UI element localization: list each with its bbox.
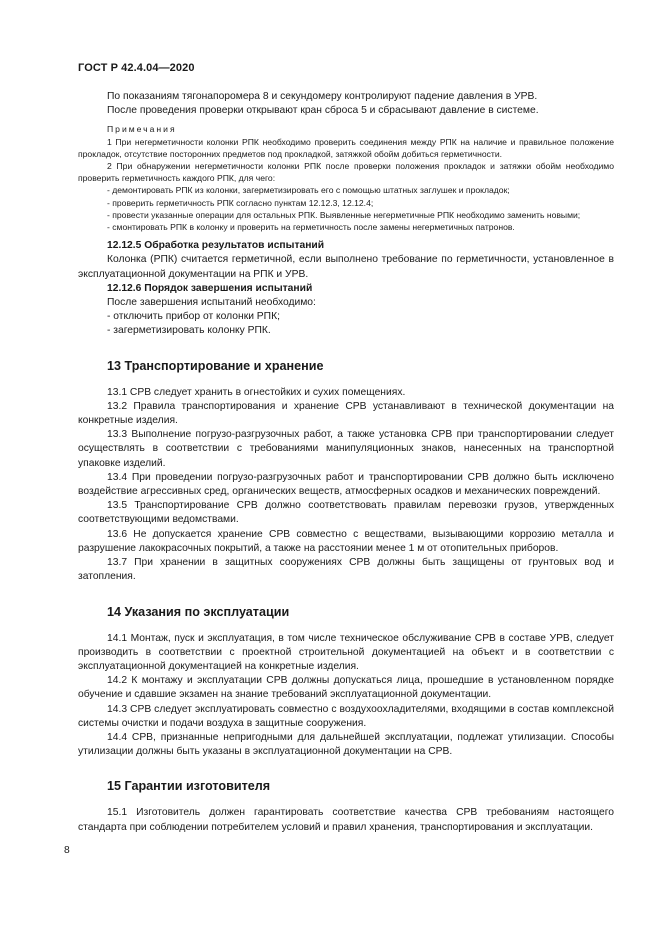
intro-paragraph-1: По показаниям тягонапоромера 8 и секундомеру контролируют падение давления в УРВ. [107, 91, 538, 102]
paragraph-12-12-5: Колонка (РПК) считается герметичной, если выполнено требование по герметичности, установленное в эксплуатационной документации на РПК и УРВ. [78, 254, 614, 280]
document-header: ГОСТ Р 42.4.04—2020 [78, 62, 195, 74]
paragraph-15-1: 15.1 Изготовитель должен гарантировать соответствие качества СРВ требованиям настоящего стандарта при соблюдении потребителем условий и правил хранения, транспортирования и эксплуатации. [78, 807, 614, 833]
note-list-item: - провести указанные операции для остальных РПК. Выявленные негерметичные РПК необходимо заменить новыми; [107, 209, 581, 220]
paragraph-13-6: 13.6 Не допускается хранение СРВ совместно с веществами, вызывающими коррозию металла и разрушение лакокрасочных покрытий, а также на расстоянии менее 1 м от отопительных приборов. [78, 528, 614, 554]
note-list-item: - проверить герметичность РПК согласно пунктам 12.12.3, 12.12.4; [107, 197, 374, 208]
paragraph-13-7: 13.7 При хранении в защитных сооружениях СРВ должны быть защищены от грунтовых вод и затопления. [78, 557, 614, 583]
note-list-item: - смонтировать РПК в колонку и проверить на герметичность после замены негерметичных патронов. [107, 222, 515, 233]
page-number: 8 [64, 845, 70, 856]
note-1: 1 При негерметичности колонки РПК необходимо проверить соединения между РПК на наличие и правильное положение прокладок, отсутствие посторонних предметов под прокладкой, затяжкой обойм добиться герметичности. [78, 136, 614, 159]
section-title-14: 14 Указания по эксплуатации [107, 604, 290, 619]
paragraph-14-2: 14.2 К монтажу и эксплуатации СРВ должны допускаться лица, прошедшие в установленном порядке обучение и сдавшие экзамен на знание требований эксплуатационной документации. [78, 675, 614, 701]
intro-paragraph-2: После проведения проверки открывают кран сброса 5 и сбрасывают давление в системе. [107, 105, 539, 117]
subsection-heading-12-12-6: 12.12.6 Порядок завершения испытаний [107, 282, 313, 294]
subsection-heading-12-12-5: 12.12.5 Обработка результатов испытаний [107, 240, 325, 252]
paragraph-14-4: 14.4 СРВ, признанные непригодными для дальнейшей эксплуатации, подлежат утилизации. Способы утилизации должны быть указаны в эксплуатационной документации на СРВ. [78, 731, 614, 758]
note-2: 2 При обнаружении негерметичности колонки РПК после проверки положения прокладок и затяжки обойм необходимо проверить герметичность каждого РПК, для чего: [78, 161, 614, 184]
paragraph-13-4: 13.4 При проведении погрузо-разгрузочных работ и транспортировании СРВ должно быть исключено воздействие агрессивных сред, органических веществ, атмосферных осадков и механических повреждений. [78, 471, 614, 498]
page-content [78, 90, 614, 835]
section-title-15: 15 Гарантии изготовителя [107, 779, 271, 794]
paragraph-13-2: 13.2 Правила транспортирования и хранение СРВ устанавливают в технической документации на конкретные изделия. [78, 400, 614, 427]
paragraph-12-12-6: После завершения испытаний необходимо: [107, 297, 316, 309]
paragraph-14-1: 14.1 Монтаж, пуск и эксплуатация, в том числе техническое обслуживание СРВ в составе УРВ, следует производить в соответствии с проектной строительной документацией на объект и в соответствии с эксплуатационной документацией на конкретные изделия. [78, 632, 614, 672]
paragraph-13-3: 13.3 Выполнение погрузо-разгрузочных работ, а также установка СРВ при транспортировании следует осуществлять в соответствии с требованиями манипуляционных знаков, нанесенных на транспортной упаковке изделий. [78, 429, 614, 469]
section-title-13: 13 Транспортирование и хранение [107, 358, 324, 373]
note-list-item: - демонтировать РПК из колонки, загерметизировать его с помощью штатных заглушек и прокладок; [107, 185, 510, 196]
list-item: - отключить прибор от колонки РПК; [107, 311, 280, 323]
paragraph-13-5: 13.5 Транспортирование СРВ должно соответствовать правилам перевозки грузов, утвержденных соответствующими ведомствами. [78, 500, 614, 526]
paragraph-14-3: 14.3 СРВ следует эксплуатировать совместно с воздухоохладителями, входящими в состав комплексной системы очистки и подачи воздуха в защитные сооружения. [78, 703, 614, 729]
paragraph-13-1: 13.1 СРВ следует хранить в огнестойких и сухих помещениях. [107, 386, 406, 398]
list-item: - загерметизировать колонку РПК. [107, 325, 271, 337]
notes-title: Примечания [107, 124, 177, 135]
